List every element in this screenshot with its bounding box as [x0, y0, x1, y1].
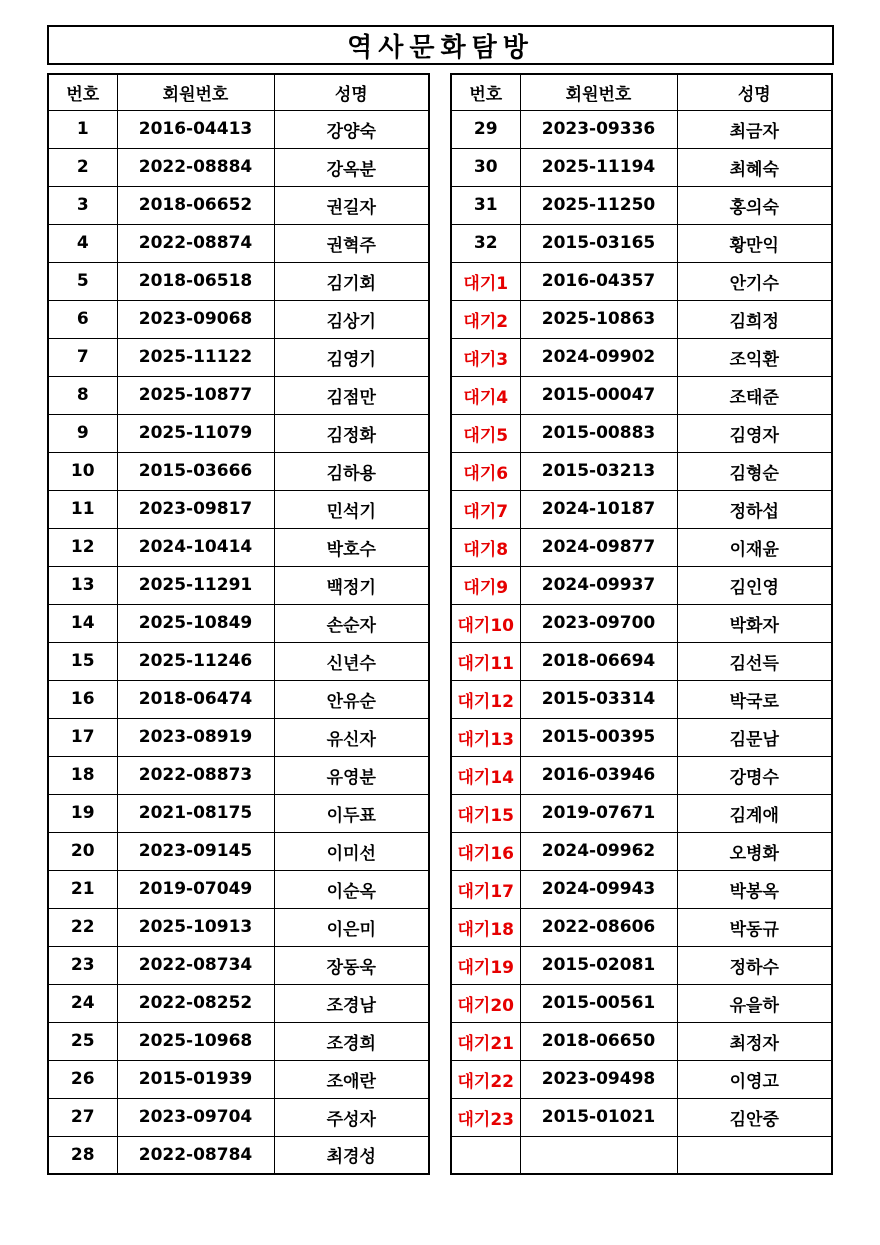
table-row	[48, 1098, 429, 1136]
member-name-cell: 이순옥	[274, 870, 429, 908]
member-name-cell: 유을하	[677, 984, 832, 1022]
member-name-cell: 권혁주	[274, 224, 429, 262]
member-name-cell: 강양숙	[274, 110, 429, 148]
member-name-cell: 안기수	[677, 262, 832, 300]
row-number-cell: 대기22	[451, 1060, 520, 1098]
table-row	[451, 414, 832, 452]
member-name-cell: 박동규	[677, 908, 832, 946]
member-name-cell: 김영기	[274, 338, 429, 376]
member-id-cell: 2023-09336	[520, 110, 677, 148]
member-name-cell: 오병화	[677, 832, 832, 870]
member-id-cell: 2018-06650	[520, 1022, 677, 1060]
row-number-cell: 16	[48, 680, 117, 718]
row-number-cell: 대기12	[451, 680, 520, 718]
member-name-cell: 김정화	[274, 414, 429, 452]
row-number-cell: 21	[48, 870, 117, 908]
row-number-cell: 10	[48, 452, 117, 490]
table-row	[48, 110, 429, 148]
member-name-cell: 김형순	[677, 452, 832, 490]
member-id-cell: 2015-00561	[520, 984, 677, 1022]
row-number-cell: 9	[48, 414, 117, 452]
member-name-cell: 김하용	[274, 452, 429, 490]
row-number-cell: 7	[48, 338, 117, 376]
member-id-cell: 2024-10187	[520, 490, 677, 528]
member-id-cell: 2023-09700	[520, 604, 677, 642]
row-number-cell: 28	[48, 1136, 117, 1174]
table-row	[48, 756, 429, 794]
member-id-cell: 2025-10863	[520, 300, 677, 338]
member-id-cell: 2019-07049	[117, 870, 274, 908]
member-id-cell: 2018-06518	[117, 262, 274, 300]
table-row	[48, 490, 429, 528]
table-row	[451, 680, 832, 718]
member-name-cell: 최금자	[677, 110, 832, 148]
row-number-cell: 대기23	[451, 1098, 520, 1136]
row-number-cell: 대기2	[451, 300, 520, 338]
table-row	[48, 452, 429, 490]
member-name-cell: 권길자	[274, 186, 429, 224]
row-number-cell: 대기18	[451, 908, 520, 946]
member-name-cell: 정하수	[677, 946, 832, 984]
member-id-cell: 2023-08919	[117, 718, 274, 756]
member-name-cell: 유신자	[274, 718, 429, 756]
table-row	[451, 984, 832, 1022]
member-id-cell: 2015-02081	[520, 946, 677, 984]
member-name-cell: 이재윤	[677, 528, 832, 566]
page-title: 역사문화탐방	[47, 25, 834, 65]
table-row	[451, 110, 832, 148]
member-name-cell: 최혜숙	[677, 148, 832, 186]
member-name-cell: 조경남	[274, 984, 429, 1022]
member-id-cell: 2024-09877	[520, 528, 677, 566]
table-row	[48, 908, 429, 946]
row-number-cell: 대기8	[451, 528, 520, 566]
table-row	[48, 718, 429, 756]
table-row	[451, 604, 832, 642]
member-id-cell: 2016-04357	[520, 262, 677, 300]
row-number-cell: 26	[48, 1060, 117, 1098]
row-number-cell: 대기19	[451, 946, 520, 984]
member-name-cell: 김계애	[677, 794, 832, 832]
table-row	[451, 452, 832, 490]
row-number-cell: 18	[48, 756, 117, 794]
member-id-cell: 2022-08606	[520, 908, 677, 946]
member-id-cell: 2025-11250	[520, 186, 677, 224]
member-name-cell: 이영고	[677, 1060, 832, 1098]
member-id-cell: 2015-01939	[117, 1060, 274, 1098]
member-name-cell: 주성자	[274, 1098, 429, 1136]
member-id-cell: 2025-10877	[117, 376, 274, 414]
member-id-cell: 2025-11246	[117, 642, 274, 680]
roster-body-left	[48, 110, 429, 1174]
member-name-cell: 신년수	[274, 642, 429, 680]
row-number-cell: 31	[451, 186, 520, 224]
header-no: 번호	[451, 74, 520, 110]
table-row	[48, 414, 429, 452]
member-id-cell: 2022-08784	[117, 1136, 274, 1174]
member-id-cell: 2015-03213	[520, 452, 677, 490]
member-id-cell: 2024-09902	[520, 338, 677, 376]
table-row	[48, 1060, 429, 1098]
table-row	[48, 338, 429, 376]
row-number-cell: 17	[48, 718, 117, 756]
table-row	[451, 376, 832, 414]
member-name-cell: 박국로	[677, 680, 832, 718]
table-row	[451, 908, 832, 946]
row-number-cell: 대기1	[451, 262, 520, 300]
member-name-cell: 정하섭	[677, 490, 832, 528]
member-name-cell: 최정자	[677, 1022, 832, 1060]
header-row	[48, 74, 429, 110]
row-number-cell: 24	[48, 984, 117, 1022]
member-id-cell: 2018-06652	[117, 186, 274, 224]
row-number-cell: 대기7	[451, 490, 520, 528]
row-number-cell: 13	[48, 566, 117, 604]
table-row	[48, 148, 429, 186]
table-row	[451, 756, 832, 794]
member-id-cell: 2024-09962	[520, 832, 677, 870]
member-id-cell: 2022-08252	[117, 984, 274, 1022]
row-number-cell: 대기11	[451, 642, 520, 680]
table-row	[451, 642, 832, 680]
table-row	[451, 490, 832, 528]
member-name-cell: 안유순	[274, 680, 429, 718]
header-member-id: 회원번호	[520, 74, 677, 110]
row-number-cell: 32	[451, 224, 520, 262]
header-row	[451, 74, 832, 110]
row-number-cell: 12	[48, 528, 117, 566]
row-number-cell: 23	[48, 946, 117, 984]
row-number-cell: 대기16	[451, 832, 520, 870]
member-id-cell: 2024-09937	[520, 566, 677, 604]
member-name-cell: 김안중	[677, 1098, 832, 1136]
row-number-cell: 27	[48, 1098, 117, 1136]
member-name-cell: 박봉옥	[677, 870, 832, 908]
row-number-cell: 대기14	[451, 756, 520, 794]
row-number-cell: 2	[48, 148, 117, 186]
member-id-cell: 2021-08175	[117, 794, 274, 832]
row-number-cell: 대기6	[451, 452, 520, 490]
table-row	[48, 946, 429, 984]
row-number-cell: 대기5	[451, 414, 520, 452]
member-id-cell: 2023-09704	[117, 1098, 274, 1136]
row-number-cell	[451, 1136, 520, 1174]
member-id-cell: 2022-08734	[117, 946, 274, 984]
table-row	[48, 604, 429, 642]
row-number-cell: 대기13	[451, 718, 520, 756]
row-number-cell: 11	[48, 490, 117, 528]
roster-table-left	[47, 73, 430, 1175]
table-row	[451, 186, 832, 224]
member-name-cell: 유영분	[274, 756, 429, 794]
table-row	[48, 1022, 429, 1060]
member-name-cell: 조태준	[677, 376, 832, 414]
row-number-cell: 19	[48, 794, 117, 832]
member-id-cell: 2015-00395	[520, 718, 677, 756]
row-number-cell: 29	[451, 110, 520, 148]
member-id-cell: 2023-09068	[117, 300, 274, 338]
header-name: 성명	[274, 74, 429, 110]
member-name-cell: 김희정	[677, 300, 832, 338]
row-number-cell: 6	[48, 300, 117, 338]
row-number-cell: 대기20	[451, 984, 520, 1022]
row-number-cell: 대기10	[451, 604, 520, 642]
row-number-cell: 20	[48, 832, 117, 870]
member-id-cell: 2025-11079	[117, 414, 274, 452]
table-row	[451, 1136, 832, 1174]
table-row	[451, 338, 832, 376]
row-number-cell: 대기15	[451, 794, 520, 832]
member-id-cell: 2015-03314	[520, 680, 677, 718]
row-number-cell: 1	[48, 110, 117, 148]
table-row	[48, 794, 429, 832]
member-id-cell: 2025-10913	[117, 908, 274, 946]
member-name-cell: 조경희	[274, 1022, 429, 1060]
table-row	[48, 224, 429, 262]
row-number-cell: 대기21	[451, 1022, 520, 1060]
member-name-cell: 김상기	[274, 300, 429, 338]
member-id-cell: 2019-07671	[520, 794, 677, 832]
table-row	[48, 566, 429, 604]
member-id-cell: 2025-10849	[117, 604, 274, 642]
table-row	[48, 528, 429, 566]
member-id-cell: 2015-03165	[520, 224, 677, 262]
row-number-cell: 대기4	[451, 376, 520, 414]
table-row	[451, 1060, 832, 1098]
member-name-cell: 최경성	[274, 1136, 429, 1174]
member-id-cell: 2024-09943	[520, 870, 677, 908]
table-row	[451, 718, 832, 756]
row-number-cell: 대기3	[451, 338, 520, 376]
row-number-cell: 8	[48, 376, 117, 414]
row-number-cell: 5	[48, 262, 117, 300]
member-name-cell: 조애란	[274, 1060, 429, 1098]
member-name-cell: 이미선	[274, 832, 429, 870]
member-name-cell: 손순자	[274, 604, 429, 642]
header-name: 성명	[677, 74, 832, 110]
member-id-cell: 2024-10414	[117, 528, 274, 566]
member-id-cell: 2016-03946	[520, 756, 677, 794]
member-id-cell: 2022-08884	[117, 148, 274, 186]
member-name-cell: 홍의숙	[677, 186, 832, 224]
member-id-cell: 2015-00883	[520, 414, 677, 452]
member-id-cell: 2023-09817	[117, 490, 274, 528]
member-name-cell: 김영자	[677, 414, 832, 452]
table-row	[48, 832, 429, 870]
member-id-cell: 2025-11122	[117, 338, 274, 376]
member-name-cell: 조익환	[677, 338, 832, 376]
row-number-cell: 15	[48, 642, 117, 680]
member-name-cell: 장동욱	[274, 946, 429, 984]
roster-body-right	[451, 110, 832, 1174]
member-name-cell: 박화자	[677, 604, 832, 642]
member-name-cell: 강옥분	[274, 148, 429, 186]
row-number-cell: 25	[48, 1022, 117, 1060]
member-id-cell: 2025-10968	[117, 1022, 274, 1060]
row-number-cell: 30	[451, 148, 520, 186]
table-row	[48, 300, 429, 338]
row-number-cell: 4	[48, 224, 117, 262]
table-row	[451, 946, 832, 984]
member-id-cell: 2023-09145	[117, 832, 274, 870]
table-row	[451, 300, 832, 338]
table-row	[451, 148, 832, 186]
row-number-cell: 대기9	[451, 566, 520, 604]
member-id-cell: 2018-06474	[117, 680, 274, 718]
table-row	[48, 984, 429, 1022]
row-number-cell: 3	[48, 186, 117, 224]
row-number-cell: 대기17	[451, 870, 520, 908]
row-number-cell: 22	[48, 908, 117, 946]
member-id-cell: 2015-03666	[117, 452, 274, 490]
table-row	[451, 1098, 832, 1136]
member-name-cell: 김문남	[677, 718, 832, 756]
table-row	[451, 1022, 832, 1060]
table-row	[451, 224, 832, 262]
table-row	[48, 186, 429, 224]
member-id-cell: 2023-09498	[520, 1060, 677, 1098]
member-name-cell: 황만익	[677, 224, 832, 262]
table-row	[451, 794, 832, 832]
member-name-cell: 김선득	[677, 642, 832, 680]
table-row	[48, 376, 429, 414]
table-row	[48, 870, 429, 908]
member-id-cell: 2025-11291	[117, 566, 274, 604]
table-row	[451, 262, 832, 300]
table-row	[48, 262, 429, 300]
member-name-cell: 박호수	[274, 528, 429, 566]
member-id-cell	[520, 1136, 677, 1174]
member-id-cell: 2025-11194	[520, 148, 677, 186]
member-name-cell: 김점만	[274, 376, 429, 414]
member-name-cell: 백정기	[274, 566, 429, 604]
member-name-cell: 강명수	[677, 756, 832, 794]
member-id-cell: 2018-06694	[520, 642, 677, 680]
member-name-cell: 이은미	[274, 908, 429, 946]
table-row	[48, 642, 429, 680]
roster-table-right	[450, 73, 833, 1175]
table-row	[451, 832, 832, 870]
member-name-cell: 민석기	[274, 490, 429, 528]
member-id-cell: 2015-00047	[520, 376, 677, 414]
table-row	[48, 1136, 429, 1174]
member-id-cell: 2016-04413	[117, 110, 274, 148]
row-number-cell: 14	[48, 604, 117, 642]
header-no: 번호	[48, 74, 117, 110]
header-member-id: 회원번호	[117, 74, 274, 110]
table-row	[451, 528, 832, 566]
member-id-cell: 2015-01021	[520, 1098, 677, 1136]
member-name-cell: 이두표	[274, 794, 429, 832]
table-row	[451, 566, 832, 604]
table-row	[451, 870, 832, 908]
member-name-cell: 김기회	[274, 262, 429, 300]
member-id-cell: 2022-08874	[117, 224, 274, 262]
table-row	[48, 680, 429, 718]
member-name-cell	[677, 1136, 832, 1174]
member-name-cell: 김인영	[677, 566, 832, 604]
member-id-cell: 2022-08873	[117, 756, 274, 794]
